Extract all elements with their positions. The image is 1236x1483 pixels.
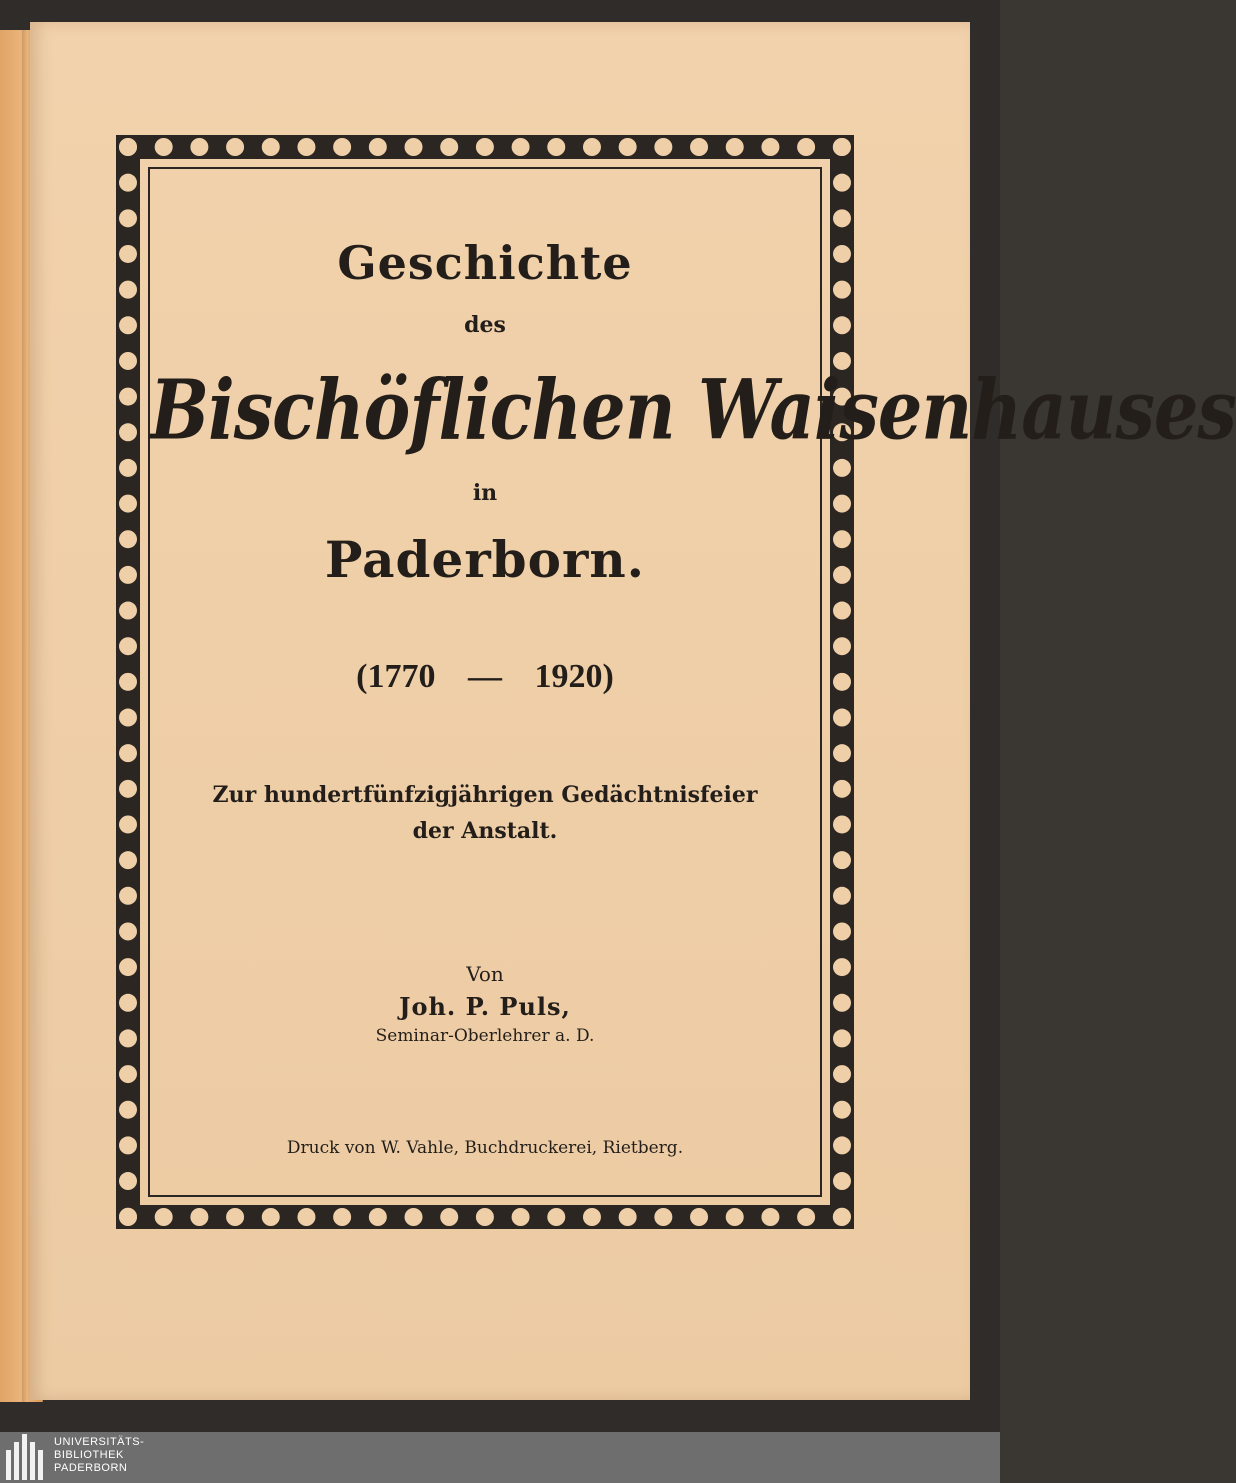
logo-line-2: BIBLIOTHEK <box>54 1449 124 1461</box>
book-cover-fold <box>22 30 28 1402</box>
word-des: des <box>464 312 506 338</box>
word-in: in <box>472 480 498 506</box>
printer-imprint: Druck von W. Vahle, Buchdruckerei, Rietberg. <box>286 1138 684 1158</box>
subtitle-line-1: Zur hundertfünfzigjährigen Gedächtnisfeier <box>212 782 758 808</box>
logo-line-1: UNIVERSITÄTS- <box>54 1436 145 1448</box>
by-label: Von <box>466 962 504 986</box>
author-name: Joh. P. Puls, <box>399 992 571 1021</box>
library-logo-icon <box>6 1434 46 1480</box>
library-footer-bar <box>0 1432 1000 1483</box>
library-logo-text <box>54 1436 144 1475</box>
subtitle-line-2: der Anstalt. <box>412 818 558 844</box>
years-range: (1770 — 1920) <box>356 658 614 695</box>
city-title: Paderborn. <box>324 530 646 589</box>
heading-geschichte: Geschichte <box>337 236 633 290</box>
institution-title: Bischöflichen Waisenhauses <box>150 360 1236 459</box>
author-role: Seminar-Oberlehrer a. D. <box>375 1026 595 1046</box>
logo-line-3: PADERBORN <box>54 1462 128 1474</box>
